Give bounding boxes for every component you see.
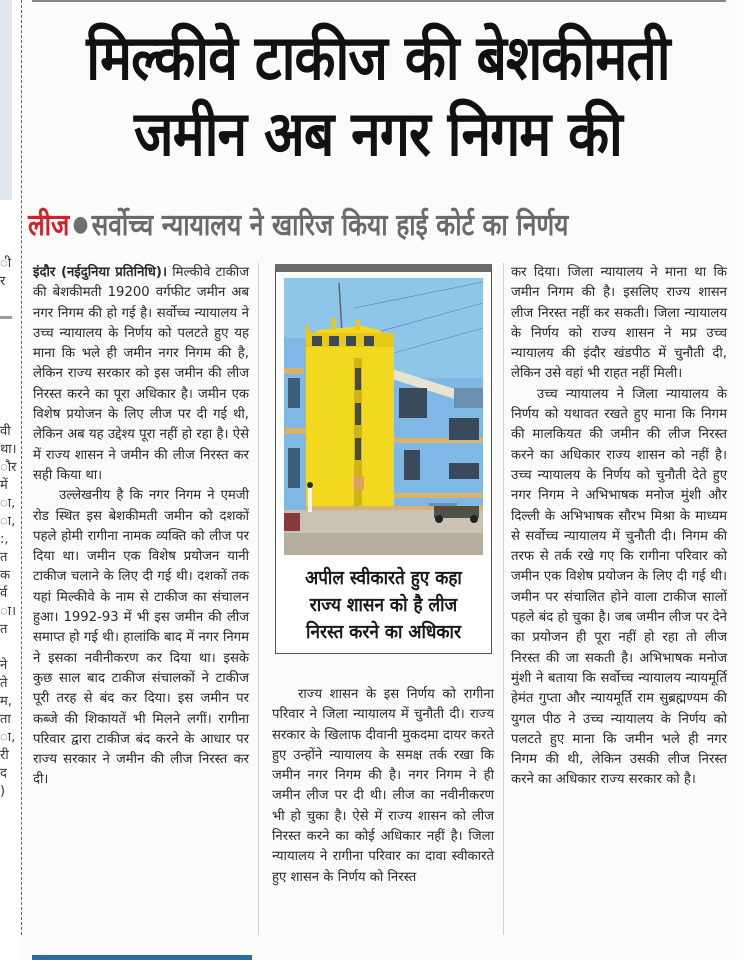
headline-line-2: जमीन अब नगर निगम की (133, 97, 623, 170)
adjacent-text-fragment-top: ी र (0, 256, 12, 289)
article-column-2 (272, 685, 494, 888)
adjacent-article-strip (0, 0, 20, 960)
adjacent-text-fragment-mid: वी था। ौर में ा, ा, :, त क र्व ा। त ने ते म, ता ा, री द ) (0, 424, 17, 799)
column-divider (503, 263, 504, 935)
headline-line-1: मिल्कीवे टाकीज की बेशकीमती (86, 21, 670, 94)
deck-text: सर्वोच्च न्यायालय ने खारिज किया हाई कोर्ट का निर्णय (91, 208, 569, 243)
kicker-tag: लीज (28, 208, 70, 243)
col1-paragraph-1: मिल्कीवे टाकीज की बेशकीमती 19200 वर्गफीट जमीन अब नगर निगम की हो गई है। सर्वोच्च न्यायालय ने उच्च न्यायालय के निर्णय को पलटते हुए यह माना कि भले ही जमीन नगर निगम की है, लेकिन राज्य सरकार को इस जमीन की लीज निरस्त करने का पूरा अधिकार है। जमीन एक विशेष प्रयोजन के लिए लीज पर दी गई थी, लेकिन अब यह उद्देश्य पूरा नहीं हो रहा है। ऐसे में राज्य शासन ने जमीन की लीज निरस्त कर सही किया था। (33, 265, 249, 483)
bottom-accent-bar (32, 955, 252, 960)
adjacent-separator (0, 316, 12, 319)
top-rule (32, 0, 726, 2)
column-dashed-divider (21, 0, 22, 935)
col2-paragraph-1: राज्य शासन के इस निर्णय को रागीना परिवार ने जिला न्यायालय में चुनौती दी। राज्य सरकार के खिलाफ दीवानी मुकदमा दायर करते हुए उन्होंने न्यायालय के समक्ष तर्क रखा कि जमीन नगर निगम की है। नगर निगम ने ही जमीन लीज पर दी थी। लीज का नवीनीकरण भी हो चुका है। ऐसे में राज्य शासन को लीज निरस्त करने का कोई अधिकार नहीं है। जिला न्यायालय ने रागीना परिवार का दावा स्वीकारते हुए शासन के निर्णय को निरस्त (272, 687, 494, 885)
headline (79, 20, 678, 172)
adjacent-article-strip-right (737, 0, 756, 960)
col3-paragraph-1: कर दिया। जिला न्यायालय ने माना था कि जमीन निगम की है। इसलिए राज्य शासन लीज निरस्त नहीं कर सकती। जिला न्यायालय के निर्णय को राज्य शासन ने मप्र उच्च न्यायालय की इंदौर खंडपीठ में चुनौती दी, लेकिन उसे वहां भी राहत नहीं मिली। (511, 265, 727, 382)
article-column-3 (511, 263, 727, 791)
building-photo (284, 278, 483, 555)
col1-paragraph-2: उल्लेखनीय है कि नगर निगम ने एमजी रोड स्थित इस बेशकीमती जमीन को दशकों पहले होमी रागीना नामक व्यक्ति को लीज पर दिया था। जमीन एक विशेष प्रयोजन यानी टाकीज चलाने के लिए दी गई थी। दशकों तक यहां मिल्कीवे के नाम से टाकीज का संचालन हुआ। 1992-93 में भी इस जमीन की लीज समाप्त हो गई थी। हालांकि बाद में नगर निगम ने इसका नवीनीकरण कर दिया था। इसके कुछ साल बाद टाकीज संचालकों ने टाकीज पूरी तरह से बंद कर दिया। इस जमीन पर कब्जे की शिकायतें भी मिलने लगीं। रागीना परिवार द्वारा टाकीज बंद करने के आधार पर राज्य सरकार ने जमीन की लीज निरस्त कर दी। (33, 488, 249, 788)
col3-paragraph-2: उच्च न्यायालय ने जिला न्यायालय के निर्णय को यथावत रखते हुए माना कि निगम की मालकियत की जमीन की लीज निरस्त करने का अधिकार राज्य शासन को नहीं है। उच्च न्यायालय के निर्णय को चुनौती देते हुए नगर निगम ने अभिभाषक मनोज मुंशी और दिल्ली के अभिभाषक सौरभ मिश्रा के माध्यम से सर्वोच्च न्यायालय में चुनौती दी। निगम की तरफ से तर्क रखे गए कि रागीना परिवार को जमीन एक विशेष प्रयोजन के लिए दी गई थी। जमीन पर संचालित होने वाला टाकीज सालों पहले बंद हो चुका है। जब जमीन लीज पर देने का प्रयोजन ही पूरा नहीं हो रहा तो लीज निरस्त की जा सकती है। अभिभाषक मनोज मुंशी ने बताया कि सर्वोच्च न्यायालय न्यायमूर्ति हेमंत गुप्ता और न्यायमूर्ति राम सुब्रह्मण्यम की युगल पीठ ने उच्च न्यायालय के निर्णय को पलटते हुए माना कि जमीन भले ही नगर निगम की थी, लेकिन उसकी लीज निरस्त करने का अधिकार राज्य सरकार को है। (511, 386, 727, 788)
photo-box (275, 264, 492, 654)
photo-caption: अपील स्वीकारते हुए कहा राज्य शासन को है लीज निरस्त करने का अधिकार (305, 567, 462, 643)
byline: इंदौर (नईदुनिया प्रतिनिधि)। (33, 265, 167, 280)
milkyway-talkies-building-illustration (284, 278, 483, 555)
bullet-icon: ● (72, 212, 89, 237)
article-column-1 (33, 263, 249, 791)
column-divider (258, 263, 259, 935)
subheadline (28, 205, 602, 246)
adjacent-shaded-box (0, 0, 12, 200)
